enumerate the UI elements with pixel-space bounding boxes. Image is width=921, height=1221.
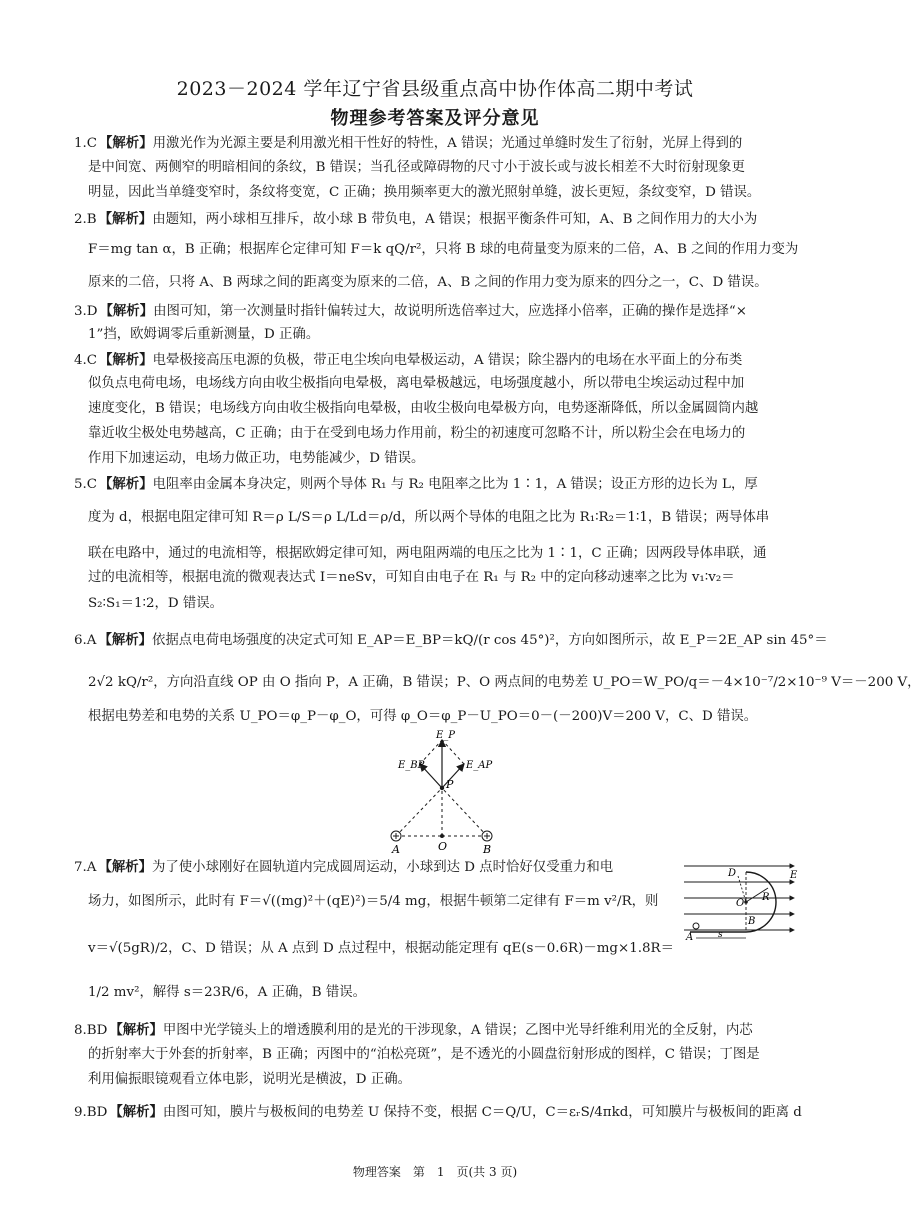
q4-line-1: 4.C 【解析】电晕极接高压电源的负极，带正电尘埃向电晕极运动，A 错误；除尘器内的电场在水平面上的分布类 [74,352,743,368]
q2-line-2: F＝mg tan α，B 正确；根据库仑定律可知 F＝k qQ/r²，只将 B 球的电荷量变为原来的二倍，A、B 之间的作用力变为 [88,242,799,257]
center-o [744,900,748,904]
q6-line-3: 根据电势差和电势的关系 U_PO＝φ_P－φ_O，可得 φ_O＝φ_P－U_PO＝0－(－200)V＝200 V，C、D 错误。 [88,709,758,724]
figure-field-vectors [380,726,510,854]
label-p: P [446,778,454,791]
q9-line-1: 9.BD 【解析】由图可知，膜片与极板间的电势差 U 保持不变，根据 C＝Q/U，C＝εᵣS/4πkd，可知膜片与极板间的距离 d [74,1104,802,1120]
label-a: A [392,843,400,856]
q5-line-3: 联在电路中，通过的电流相等，根据欧姆定律可知，两电阻两端的电压之比为 1∶1，C 正确；因两段导体串联，通 [88,546,767,561]
label-ep: E_P [436,730,456,741]
q7-line-4: 1/2 mv²，解得 s＝23R/6，A 正确，B 错误。 [88,985,367,1000]
q5-line-1: 5.C 【解析】电阻率由金属本身决定，则两个导体 R₁ 与 R₂ 电阻率之比为 1∶1，A 错误；设正方形的边长为 L，厚 [74,476,758,492]
q1-line-2: 是中间宽、两侧窄的明暗相间的条纹，B 错误；当孔径或障碍物的尺寸小于波长或与波长相差不大时衍射现象更 [88,160,745,175]
figure-circular-track [682,858,800,944]
q4-line-3: 速度变化，B 错误；电场线方向由收尘极指向电晕极，由收尘极向电晕极方向，电势逐渐降低，所以金属圆筒内越 [88,401,759,416]
ball-a [693,923,699,929]
point-p [440,786,444,790]
page-subtitle: 物理参考答案及评分意见 [330,108,540,129]
q4-line-4: 靠近收尘极处电势越高，C 正确；由于在受到电场力作用前，粉尘的初速度可忽略不计，所以粉尘会在电场力的 [88,426,746,441]
q7-line-1: 7.A 【解析】为了使小球刚好在圆轨道内完成圆周运动，小球到达 D 点时恰好仅受重力和电 [74,859,614,875]
q4-line-2: 似负点电荷电场，电场线方向由收尘极指向电晕极，离电晕极越远，电场强度越小，所以带电尘埃运动过程中加 [88,376,745,391]
q8-line-2: 的折射率大于外套的折射率，B 正确；丙图中的“泊松亮斑”，是不透光的小圆盘衍射形成的图样，C 错误；丁图是 [88,1047,760,1062]
label-e: E [790,870,798,881]
q5-line-4: 过的电流相等，根据电流的微观表达式 I＝neSv，可知自由电子在 R₁ 与 R₂ 中的定向移动速率之比为 v₁∶v₂＝ [88,570,735,585]
page-title: 2023－2024 学年辽宁省县级重点高中协作体高二期中考试 [176,78,694,100]
q3-line-1: 3.D 【解析】由图可知，第一次测量时指针偏转过大，故说明所选倍率过大，应选择小倍率，正确的操作是选择“× [74,303,747,319]
label-o: O [736,898,745,909]
label-r: R [762,892,770,903]
q5-line-5: S₂∶S₁＝1∶2，D 错误。 [88,596,224,611]
line-a-p [396,788,442,836]
label-b: B [748,916,756,927]
q7-line-3: v＝√(5gR)/2，C、D 错误；从 A 点到 D 点过程中，根据动能定理有 qE(s－0.6R)－mg×1.8R＝ [88,941,674,956]
q3-line-2: 1”挡，欧姆调零后重新测量，D 正确。 [88,327,320,342]
q1-line-1: 1.C 【解析】用激光作为光源主要是利用激光相干性好的特性，A 错误；光通过单缝时发生了衍射，光屏上得到的 [74,135,743,151]
q7-line-2: 场力，如图所示，此时有 F＝√((mg)²＋(qE)²)＝5/4 mg，根据牛顿第二定律有 F＝m v²/R，则 [88,894,659,909]
q6-line-2: 2√2 kQ/r²，方向沿直线 OP 由 O 指向 P，A 正确，B 错误；P、O 两点间的电势差 U_PO＝W_PO/q＝－4×10⁻⁷/2×10⁻⁹ V＝－200 V， [88,675,921,690]
label-eap: E_AP [466,760,493,771]
label-a: A [686,932,694,943]
q8-line-1: 8.BD 【解析】甲图中光学镜头上的增透膜利用的是光的干涉现象，A 错误；乙图中光导纤维利用光的全反射，内芯 [74,1022,753,1038]
label-s: s [718,930,723,940]
q8-line-3: 利用偏振眼镜观看立体电影，说明光是横波，D 正确。 [88,1072,411,1087]
q4-line-5: 作用下加速运动，电场力做正功，电势能减少，D 错误。 [88,451,425,466]
page-footer: 物理答案 第 1 页(共 3 页) [352,1165,518,1179]
line-b-p [442,788,487,836]
label-b: B [483,843,492,856]
q1-line-3: 明显，因此当单缝变窄时，条纹将变宽，C 正确；换用频率更大的激光照射单缝，波长更短，条纹变窄，D 错误。 [88,185,761,200]
q6-line-1: 6.A 【解析】依据点电荷电场强度的决定式可知 E_AP＝E_BP＝kQ/(r cos 45°)²，方向如图所示，故 E_P＝2E_AP sin 45°＝ [74,632,828,648]
label-d: D [728,868,737,879]
q2-line-3: 原来的二倍，只将 A、B 两球之间的距离变为原来的二倍，A、B 之间的作用力变为原来的四分之一，C、D 错误。 [88,275,768,290]
point-o [440,834,444,838]
label-o: O [438,840,448,853]
q5-line-2: 度为 d，根据电阻定律可知 R＝ρ L/S＝ρ L/Ld＝ρ/d，所以两个导体的电阻之比为 R₁∶R₂＝1∶1，B 错误；两导体串 [88,510,770,525]
q2-line-1: 2.B 【解析】由题知，两小球相互排斥，故小球 B 带负电，A 错误；根据平衡条件可知，A、B 之间作用力的大小为 [74,211,758,227]
parallelogram-right [442,740,464,764]
label-ebp: E_BP [398,760,425,771]
